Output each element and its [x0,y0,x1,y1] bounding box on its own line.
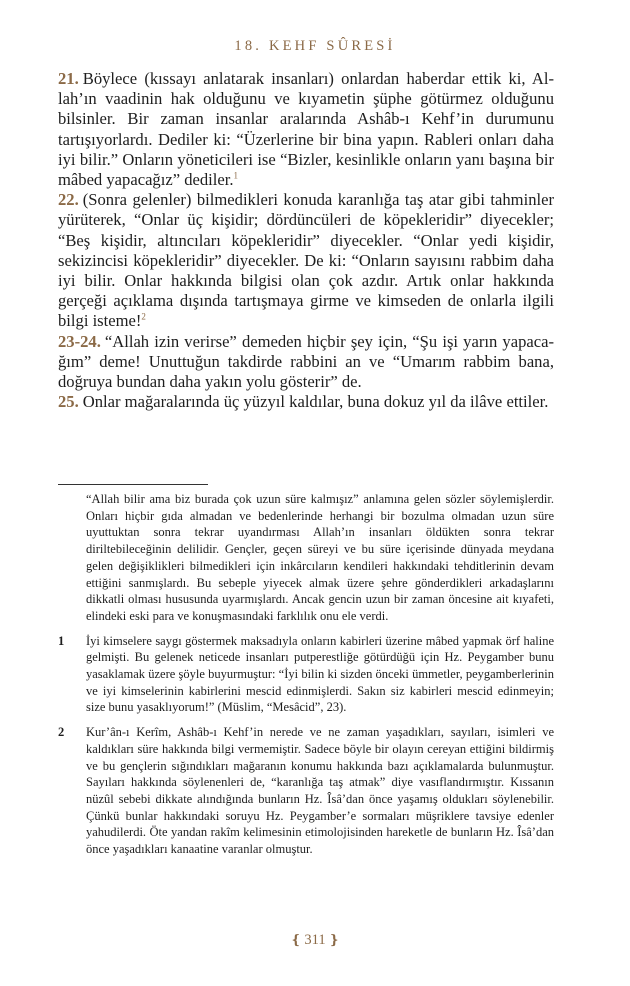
verse-22 [58,190,554,331]
footnote-text: İyi kimselere saygı göstermek maksadıyla onların kabirleri üzerine mâbed yapmak örf haline gelmişti. Bu gelenek neticede insanları putperestliğe götürdüğü için Hz. Peygamber bunu yasaklamak üzere şöyle buyurmuştur: “İyi bilin ki sizden önceki ümmetler, peygamberlerinin ve iyi kimselerinin kabirlerini mescid edinmişlerdi. Sakın siz kabirleri mescid edinmeyin; size bunu yasaklıyorum!” (Müslim, “Mesâcid”, 23). [86,633,554,715]
verse-number: 25. [58,392,79,412]
footnote-divider [58,484,208,485]
verse-text: Onlar mağaralarında üç yüzyıl kaldılar, buna dokuz yıl da ilâve ettiler. [82,392,549,412]
page-number-text: 311 [304,932,326,948]
ornament-left-icon: ❴ [290,932,302,947]
footnote-2 [58,724,554,858]
verse-23-24 [58,332,554,393]
footnote-number: 2 [58,725,65,740]
footnotes [58,491,554,866]
verse-text: Böylece (kıssayı anlatarak insanları) onlardan haberdar ettik ki, Allah’ın vaadinin hak olduğunu ve kıyametin şüphe götürmez olduğunu bilsinler. Bir zaman insanlar aralarında Ashâb-ı Kehf’in durumunu tartışıyorlardı. Dediler ki: “Üzerlerine bir bina yapın. Rableri onları daha iyi bilir.” Onların yöneticileri ise “Bizler, kesinlikle onların yanı başına bir mâbed yapacağız” dediler. [58,69,554,190]
ornament-right-icon: ❵ [328,932,340,947]
footnote-ref[interactable]: 2 [141,311,146,322]
running-head: 18. KEHF SÛRESİ [234,38,396,54]
verse-21 [58,69,554,190]
footnote-continuation [58,491,554,625]
verse-number: 21. [58,69,79,88]
footnote-text: Kur’ân-ı Kerîm, Ashâb-ı Kehf’in nerede ve ne zaman yaşadıkları, sayıları, isimleri ve kaldıkları süre hakkında bilgi vermemiştir. Sadece böyle bir olayın cereyan ettiğini bildirmiş ve bu gençlerin sığındıkları mağaranın konumu hakkında bazı açıklamalarda bulunmuştur. Sayıları hakkında söylenenleri de, “karanlığa taş atmak” diye vasıflandırmıştır. Kıssanın nüzûl sebebi dikkate alındığında bunların Hz. Îsâ’dan önce yaşamış oldukları söylenebilir. Çünkü bunlar hakkındaki soruyu Hz. Peygamber’e sormaları müşriklere tavsiye edenler yahudilerdi. Öte yandan rakîm kelimesinin etimolojisinden hareketle de bunların Hz. Îsâ’dan önce yaşadıkları kanaatine varanlar olmuştur. [86,725,554,857]
verse-25 [58,392,554,412]
verse-number: 22. [58,190,79,210]
page-number [0,932,630,949]
footnote-1 [58,633,554,717]
footnote-ref[interactable]: 1 [233,170,239,181]
verse-text-block [58,69,554,412]
verse-text: (Sonra gelenler) bilmedikleri konuda karanlığa taş atar gibi tahminler yürüterek, “Onlar üç kişidir; dördüncüleri de köpekleridir” diyecekler; “Beş kişidir, altıncıları köpekleridir” diyecekler. “Onlar yedi kişidir, sekizincisi köpekleridir” diyecekler. De ki: “Onların sayısını rabbim daha iyi bilir. Onlar hakkında bilgisi olan çok azdır. Artık onlar hakkında gerçeği açıklama dışında tartışmaya girme ve kimseden de onlarla ilgili bilgi isteme! [58,190,554,331]
verse-text: “Allah izin verirse” demeden hiçbir şey için, “Şu işi yarın yapacağım” deme! Unuttuğun takdirde rabbini an ve “Umarım rabbim bana, doğruya bundan daha yakın yolu gösterir” de. [58,331,554,392]
verse-number: 23-24. [58,331,101,351]
footnote-number: 1 [58,633,65,648]
footnote-text: “Allah bilir ama biz burada çok uzun süre kalmışız” anlamına gelen sözler söylemişlerdir. Onları hiçbir gıda almadan ve bedenlerinde herhangi bir bozulma olmadan uzun süre uyuttuktan sonra tekrar uyandırması Allah’ın insanları öldükten sonra tekrar diriltebileceğinin delilidir. Gençler, geçen süreyi ve bu süre içerisinde dünyada meydana gelen değişiklikleri bilmedikleri için inkârcıların kendileri hakkındaki tehditlerinin devam ettiğini sanmışlardı. Bu sebeple yiyecek almak üzere şehre gönderdikleri arkadaşlarını dikkatli olması hususunda uyarmışlardı. Ancak gencin uzun bir zaman öncesine ait kıyafeti, elindeki eski para ve konuşmasındaki farklılık onu ele verdi. [86,492,554,623]
